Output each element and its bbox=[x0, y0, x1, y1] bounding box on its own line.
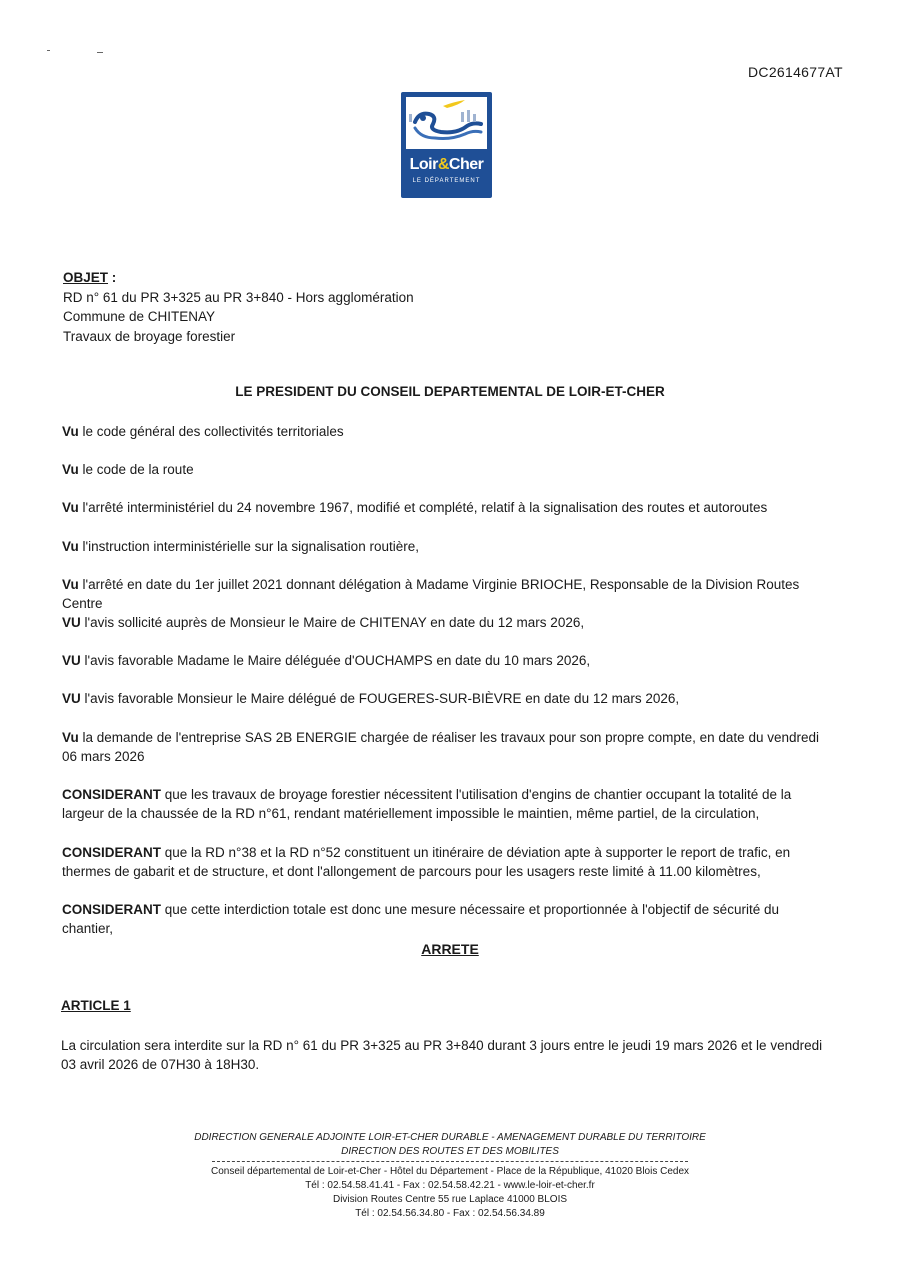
paragraph-text: que cette interdiction totale est donc une mesure nécessaire et proportionnée à l'objectif de sécurité du chantier, bbox=[62, 902, 779, 936]
considerant-paragraph bbox=[62, 843, 832, 881]
footer-contact-line: Tél : 02.54.58.41.41 - Fax : 02.54.58.42.21 - www.le-loir-et-cher.fr bbox=[305, 1180, 595, 1191]
paragraph-text: l'avis favorable Monsieur le Maire délégué de FOUGERES-SUR-BIÈVRE en date du 12 mars 2026, bbox=[80, 691, 680, 706]
logo-subtitle: LE DÉPARTEMENT bbox=[412, 178, 481, 184]
footer-contact-line: Tél : 02.54.56.34.80 - Fax : 02.54.56.34.89 bbox=[355, 1208, 545, 1219]
paragraph-lead: VU bbox=[62, 615, 81, 630]
scan-speck bbox=[47, 50, 50, 51]
article-1-title: ARTICLE 1 bbox=[61, 998, 131, 1013]
objet-colon: : bbox=[108, 270, 117, 285]
paragraph-lead: VU bbox=[62, 691, 81, 706]
paragraph-lead: Vu bbox=[62, 424, 79, 439]
paragraph-text: l'arrêté interministériel du 24 novembre 1967, modifié et complété, relatif à la signalisation des routes et autoroutes bbox=[78, 500, 768, 515]
logo-word-cher: Cher bbox=[448, 156, 484, 173]
considerant-paragraph bbox=[62, 900, 832, 938]
document-reference: DC2614677AT bbox=[748, 64, 843, 80]
paragraph-text: que les travaux de broyage forestier nécessitent l'utilisation d'engins de chantier occupant la totalité de la largeur de la chaussée de la RD n°61, rendant matériellement impossible le maintien, même partiel, de la circulation, bbox=[62, 787, 792, 821]
footer-address-line: Division Routes Centre 55 rue Laplace 41000 BLOIS bbox=[332, 1194, 568, 1205]
visa-paragraph bbox=[62, 498, 832, 517]
paragraph-text: l'arrêté en date du 1er juillet 2021 donnant délégation à Madame Virginie BRIOCHE, Responsable de la Division Routes Centre bbox=[62, 577, 800, 611]
objet-line: Commune de CHITENAY bbox=[63, 309, 216, 324]
footer-direction-line: DDIRECTION GENERALE ADJOINTE LOIR-ET-CHER DURABLE - AMENAGEMENT DURABLE DU TERRITOIRE bbox=[194, 1132, 706, 1143]
footer-divider bbox=[212, 1161, 688, 1162]
objet-line: Travaux de broyage forestier bbox=[63, 328, 236, 344]
scan-speck bbox=[97, 52, 103, 53]
visa-paragraph bbox=[62, 422, 832, 441]
paragraph-lead: Vu bbox=[62, 539, 79, 554]
visa-paragraph bbox=[62, 575, 832, 613]
logo-wordmark bbox=[401, 156, 492, 174]
visa-paragraph bbox=[62, 689, 832, 708]
paragraph-lead: Vu bbox=[62, 500, 79, 515]
visa-paragraph bbox=[62, 613, 832, 632]
considerant-paragraph bbox=[62, 785, 832, 823]
paragraph-text: l'avis sollicité auprès de Monsieur le Maire de CHITENAY en date du 12 mars 2026, bbox=[80, 615, 585, 630]
paragraph-text: l'avis favorable Madame le Maire déléguée d'OUCHAMPS en date du 10 mars 2026, bbox=[80, 653, 591, 668]
paragraph-lead: CONSIDERANT bbox=[62, 845, 162, 860]
footer bbox=[0, 1131, 900, 1221]
objet-title bbox=[63, 268, 414, 288]
paragraph-text: la demande de l'entreprise SAS 2B ENERGIE chargée de réaliser les travaux pour son propre compte, en date du vendredi 06 mars 2026 bbox=[62, 730, 819, 764]
loir-et-cher-logo bbox=[401, 92, 492, 198]
logo-ampersand: & bbox=[437, 156, 449, 173]
president-heading: LE PRESIDENT DU CONSEIL DEPARTEMENTAL DE LOIR-ET-CHER bbox=[235, 384, 665, 399]
paragraph-lead: CONSIDERANT bbox=[62, 902, 162, 917]
paragraph-lead: Vu bbox=[62, 462, 79, 477]
paragraph-lead: Vu bbox=[62, 577, 79, 592]
article-1-text: La circulation sera interdite sur la RD n° 61 du PR 3+325 au PR 3+840 durant 3 jours entre le jeudi 19 mars 2026 et le vendredi 03 avril 2026 de 07H30 à 18H30. bbox=[61, 1038, 823, 1072]
paragraph-lead: VU bbox=[62, 653, 81, 668]
footer-address-line: Conseil départemental de Loir-et-Cher - Hôtel du Département - Place de la République, 41020 Blois Cedex bbox=[210, 1166, 690, 1177]
paragraph-text: le code général des collectivités territoriales bbox=[78, 424, 344, 439]
logo-word-loir: Loir bbox=[409, 156, 438, 173]
visa-paragraph bbox=[62, 460, 832, 479]
objet-block bbox=[63, 268, 414, 346]
arrete-heading: ARRETE bbox=[421, 941, 479, 957]
visa-paragraph bbox=[62, 728, 832, 766]
paragraph-text: l'instruction interministérielle sur la signalisation routière, bbox=[78, 539, 419, 554]
objet-line: RD n° 61 du PR 3+325 au PR 3+840 - Hors agglomération bbox=[63, 289, 414, 305]
objet-label: OBJET bbox=[63, 270, 109, 285]
visa-paragraph bbox=[62, 651, 832, 670]
paragraph-lead: Vu bbox=[62, 730, 79, 745]
visa-paragraph bbox=[62, 537, 832, 556]
paragraph-text: le code de la route bbox=[78, 462, 194, 477]
footer-direction-line: DIRECTION DES ROUTES ET DES MOBILITES bbox=[341, 1146, 559, 1157]
paragraph-text: que la RD n°38 et la RD n°52 constituent un itinéraire de déviation apte à supporter le report de trafic, en thermes de gabarit et de structure, et dont l'allongement de parcours pour les usagers reste limité à 11.00 kilomètres, bbox=[62, 845, 791, 879]
paragraph-lead: CONSIDERANT bbox=[62, 787, 162, 802]
